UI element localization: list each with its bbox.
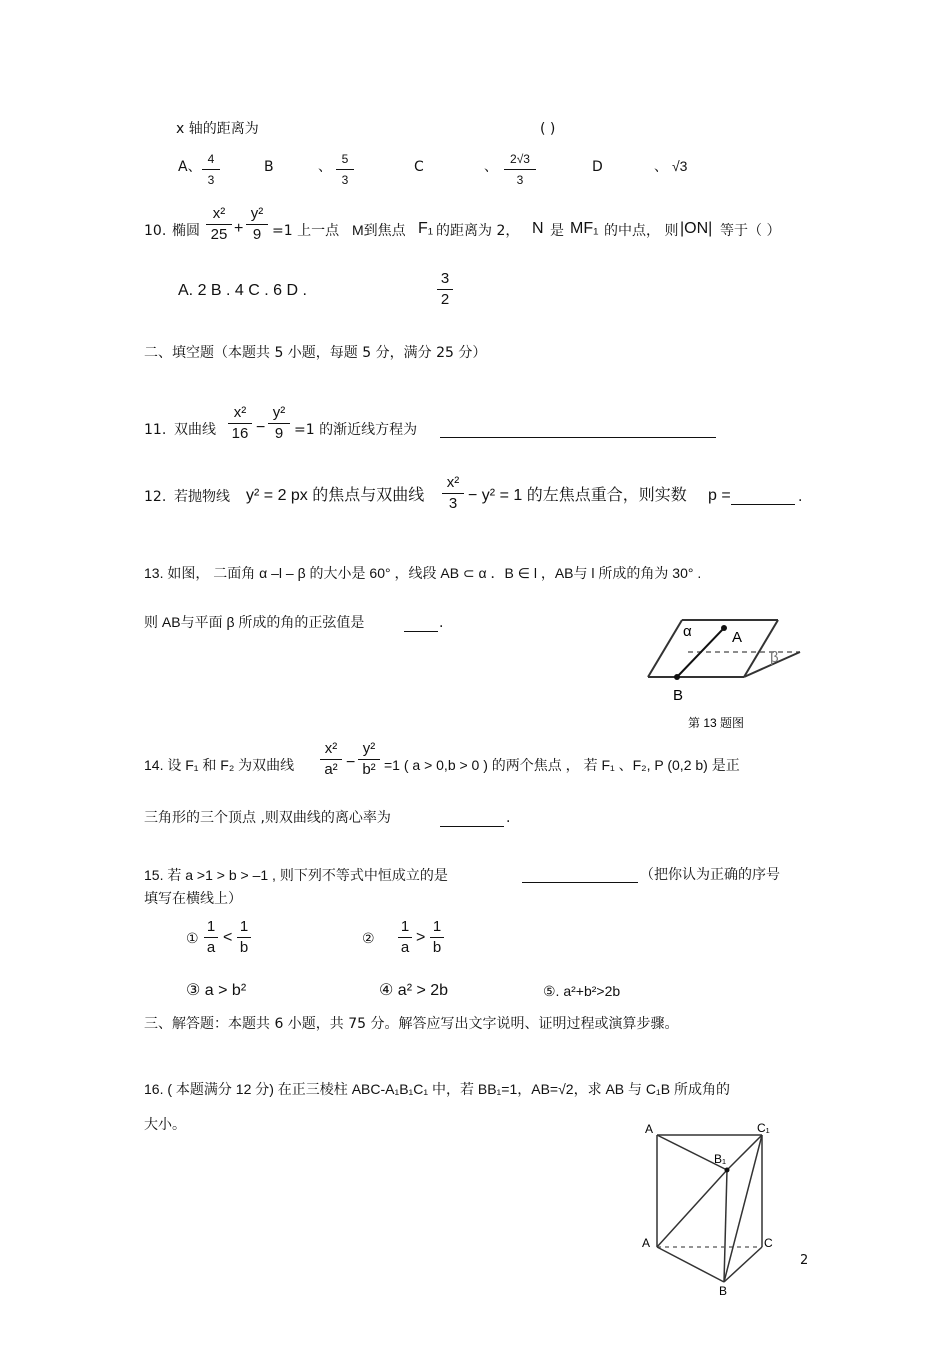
- q14-y-frac: y² b²: [358, 740, 380, 779]
- q13-line1: 13. 如图， 二面角 α –l – β 的大小是 60° ，线段 AB ⊂ α ．B ∈ l ，AB与 l 所成的角为 30° .: [144, 565, 702, 581]
- q10-is: 是: [550, 223, 564, 239]
- q10-word: 椭圆: [172, 223, 200, 239]
- q10-equals: 等于（ ）: [720, 223, 781, 239]
- q16-label-A1: A: [645, 1122, 654, 1136]
- q9-paren: ( ): [540, 121, 556, 137]
- q13-label-beta: β: [770, 649, 779, 666]
- q14-minus: −: [346, 754, 356, 771]
- q10-M: M到焦点: [352, 222, 406, 238]
- q9-opt-c-label: C: [414, 159, 424, 175]
- q10-eq: =1 上一点: [272, 223, 340, 239]
- q9-opt-d-value: √3: [672, 158, 688, 174]
- q16-line1: 16. ( 本题满分 12 分) 在正三棱柱 ABC-A₁B₁C₁ 中，若 BB₁=1，AB=√2，求 AB 与 C₁B 所成角的: [144, 1081, 730, 1097]
- q15-option-5: ⑤. a²+b²>2b: [543, 983, 621, 999]
- q15-option-3: ③ a > b²: [186, 982, 247, 999]
- q16-label-C1: C₁: [757, 1121, 770, 1135]
- q9-opt-a-frac: 4 3: [202, 150, 220, 189]
- q10-MF1: MF₁: [570, 220, 599, 237]
- q15-option-1-label: ①: [186, 931, 199, 947]
- q13-label-B: B: [673, 687, 684, 704]
- q16-diagonal-C1B: [724, 1135, 762, 1282]
- q13-end: .: [439, 615, 444, 631]
- q15-option-1-frac-a: 1 a: [204, 918, 218, 957]
- q9-opt-a-label: A、: [178, 159, 202, 175]
- q10-options: A. 2 B . 4 C . 6 D .: [178, 282, 307, 299]
- q12-x-frac: x² 3: [442, 474, 464, 513]
- q11-x-frac: x² 16: [228, 404, 252, 443]
- q11-word: 双曲线: [174, 422, 216, 438]
- q13-label-alpha: α: [683, 623, 692, 640]
- q10-plus: +: [234, 220, 244, 237]
- q14-line2: 三角形的三个顶点 ,则双曲线的离心率为: [144, 810, 391, 826]
- q9-opt-b-label: B: [264, 159, 274, 175]
- q15-line2: 填写在横线上）: [144, 891, 242, 907]
- q10-ON: |ON|: [680, 220, 713, 237]
- q13-line2: 则 AB与平面 β 所成的角的正弦值是: [144, 614, 365, 630]
- q10-number: 10.: [144, 223, 167, 239]
- q11-minus: −: [256, 419, 266, 436]
- q13-caption: 第 13 题图: [688, 716, 745, 730]
- q13-label-A: A: [732, 629, 743, 646]
- q10-x-frac: x² 25: [206, 205, 232, 244]
- page-number: 2: [800, 1253, 809, 1268]
- q11-tail: =1 的渐近线方程为: [294, 422, 418, 438]
- q16-edge-AB: [657, 1247, 724, 1282]
- q15-hint: （把你认为正确的序号: [640, 867, 780, 883]
- q12-end: .: [798, 489, 803, 505]
- q12-eq1: y² = 2 px 的焦点与双曲线: [246, 487, 425, 504]
- q14-end: .: [506, 810, 511, 826]
- q12-word: 若抛物线: [174, 489, 230, 505]
- q9-opt-c-frac: 2√3 3: [504, 150, 536, 189]
- q10-N: N: [532, 220, 544, 237]
- q11-number: 11.: [144, 422, 167, 438]
- q16-point-B1: [725, 1168, 730, 1173]
- q15-option-2-frac-b: 1 b: [430, 918, 444, 957]
- q9-opt-d-sep: 、: [654, 159, 668, 175]
- q15-option-2-frac-a: 1 a: [398, 918, 412, 957]
- q16-edge-BB1: [724, 1170, 727, 1282]
- q10-y-frac: y² 9: [246, 205, 268, 244]
- q9-tail: x 轴的距离为: [176, 121, 259, 137]
- section-2-heading: 二、填空题（本题共 5 小题，每题 5 分，满分 25 分）: [144, 345, 487, 361]
- q15-option-4: ④ a² > 2b: [379, 982, 449, 999]
- q15-lead: 15. 若 a >1 > b > –1 , 则下列不等式中恒成立的是: [144, 867, 448, 883]
- q15-option-1-frac-b: 1 b: [237, 918, 251, 957]
- q15-option-2-label: ②: [362, 931, 375, 947]
- q9-opt-b-frac: 5 3: [336, 150, 354, 189]
- q10-dist: 的距离为 2，: [436, 223, 520, 239]
- q15-option-1-rel: <: [223, 929, 233, 946]
- q16-label-A: A: [642, 1236, 651, 1250]
- q16-edge-BC: [724, 1247, 762, 1282]
- q12-p: p =: [708, 487, 731, 504]
- q16-diagonal-AB1: [657, 1170, 727, 1247]
- q10-opt-d-frac: 3 2: [437, 270, 453, 309]
- q16-label-B1: B₁: [714, 1152, 727, 1166]
- q9-opt-d-label: D: [592, 159, 603, 175]
- q16-line2: 大小。: [144, 1117, 186, 1133]
- q14-tail: =1 ( a > 0,b > 0 ) 的两个焦点 ， 若 F₁ 、F₂, P (0,2 b) 是正: [384, 757, 740, 773]
- q9-opt-c-sep: 、: [484, 159, 498, 175]
- q15-option-2-rel: >: [416, 929, 426, 946]
- q12-eq2: − y² = 1 的左焦点重合，则实数: [468, 487, 687, 504]
- q9-opt-b-sep: 、: [318, 159, 332, 175]
- section-3-heading: 三、解答题：本题共 6 小题，共 75 分。解答应写出文字说明、证明过程或演算步骤。: [144, 1016, 679, 1032]
- q16-label-B: B: [719, 1284, 728, 1298]
- q12-number: 12.: [144, 489, 167, 505]
- q10-mid: 的中点， 则: [604, 223, 679, 239]
- q16-label-C: C: [764, 1236, 773, 1250]
- q11-y-frac: y² 9: [268, 404, 290, 443]
- q10-F1: F₁: [418, 220, 434, 237]
- q14-x-frac: x² a²: [320, 740, 342, 779]
- q14-lead: 14. 设 F₁ 和 F₂ 为双曲线: [144, 757, 295, 773]
